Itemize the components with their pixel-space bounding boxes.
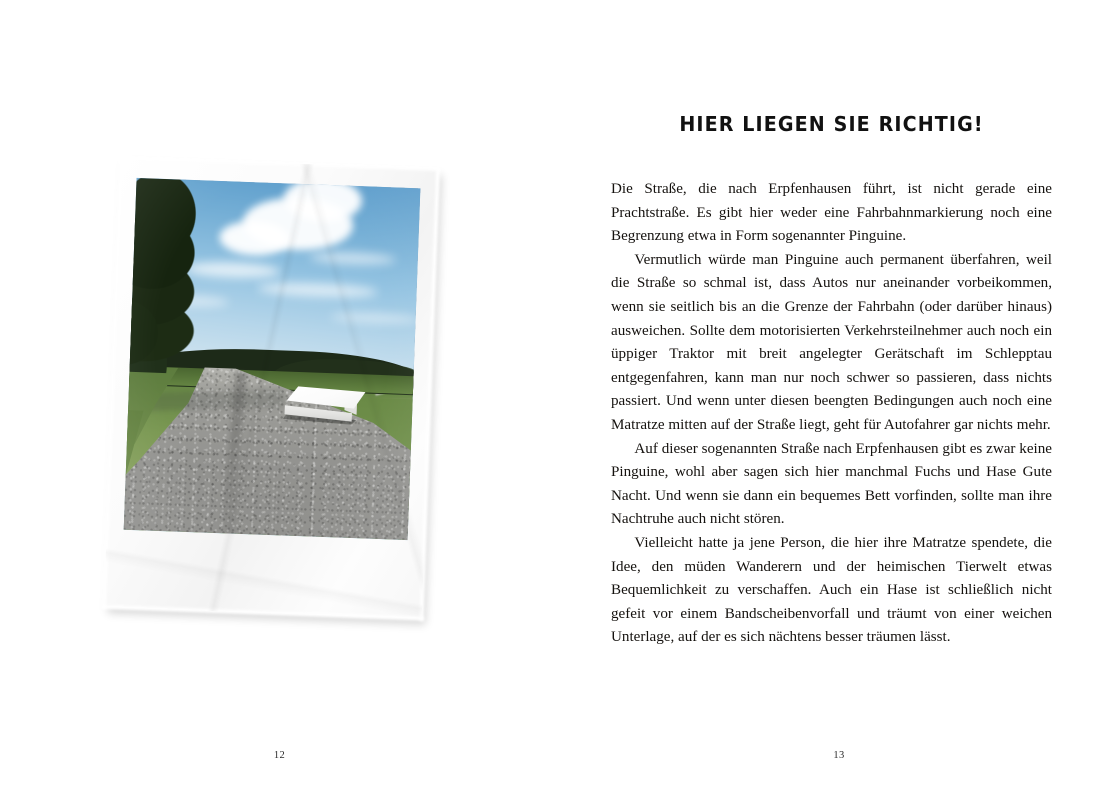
mattress-on-road bbox=[282, 386, 369, 428]
paragraph: Vermutlich würde man Pinguine auch permanent überfahren, weil die Straße so schmal ist, dass Autos nur aneinander vorbeikommen, wenn sie seitlich bis an die Grenze der Fahrbahn (oder darüber hinaus) ausweichen. Sollte dem motorisierten Verkehrsteilnehmer auch noch ein üppiger Traktor mit breit angelegter Gerätschaft im Schlepptau entgegenfahren, kann man nur noch schwer so passieren, dass nichts passiert. Und wenn unter diesen beengten Bedingungen auch noch eine Matratze mitten auf der Straße liegt, geht für Autofahrer gar nichts mehr. bbox=[611, 251, 1052, 433]
polaroid-photo bbox=[104, 157, 438, 618]
body-text bbox=[611, 178, 1052, 650]
chapter-title: HIER LIEGEN SIE RICHTIG! bbox=[679, 112, 984, 136]
polaroid-frame bbox=[104, 157, 438, 618]
mattress-top bbox=[287, 386, 366, 409]
paragraph: Die Straße, die nach Erpfenhausen führt, ist nicht gerade eine Prachtstraße. Es gibt hier weder eine Fahrbahnmarkierung noch eine Begrenzung etwa in Form sogenannter Pinguine. bbox=[611, 181, 1052, 245]
polaroid-edge-top bbox=[118, 155, 440, 171]
polaroid-edge-left bbox=[102, 155, 123, 609]
page-number-left: 12 bbox=[273, 750, 286, 761]
polaroid-edge-bottom bbox=[102, 605, 424, 621]
fir-tree bbox=[124, 275, 179, 390]
photo-image bbox=[124, 178, 421, 540]
paragraph: Auf dieser sogenannten Straße nach Erpfenhausen gibt es zwar keine Pinguine, wohl aber sagen sich hier manchmal Fuchs und Hase Gute Nacht. Und wenn sie dann ein bequemes Bett vorfinden, sollte man ihre Nachtruhe auch nicht stören. bbox=[611, 440, 1052, 528]
polaroid-edge-right bbox=[420, 167, 441, 621]
left-page bbox=[0, 0, 559, 794]
page-number-right: 13 bbox=[833, 750, 845, 761]
paragraph: Vielleicht hatte ja jene Person, die hier ihre Matratze spendete, die Idee, den müden Wanderern und der heimischen Tierwelt etwas Bequemlichkeit zu verschaffen. Auch ein Hase ist schließlich nicht gefeit vor einem Bandscheibenvorfall und träumt von einer weichen Unterlage, auf der es sich nächtens besser träumen lässt. bbox=[611, 534, 1052, 646]
